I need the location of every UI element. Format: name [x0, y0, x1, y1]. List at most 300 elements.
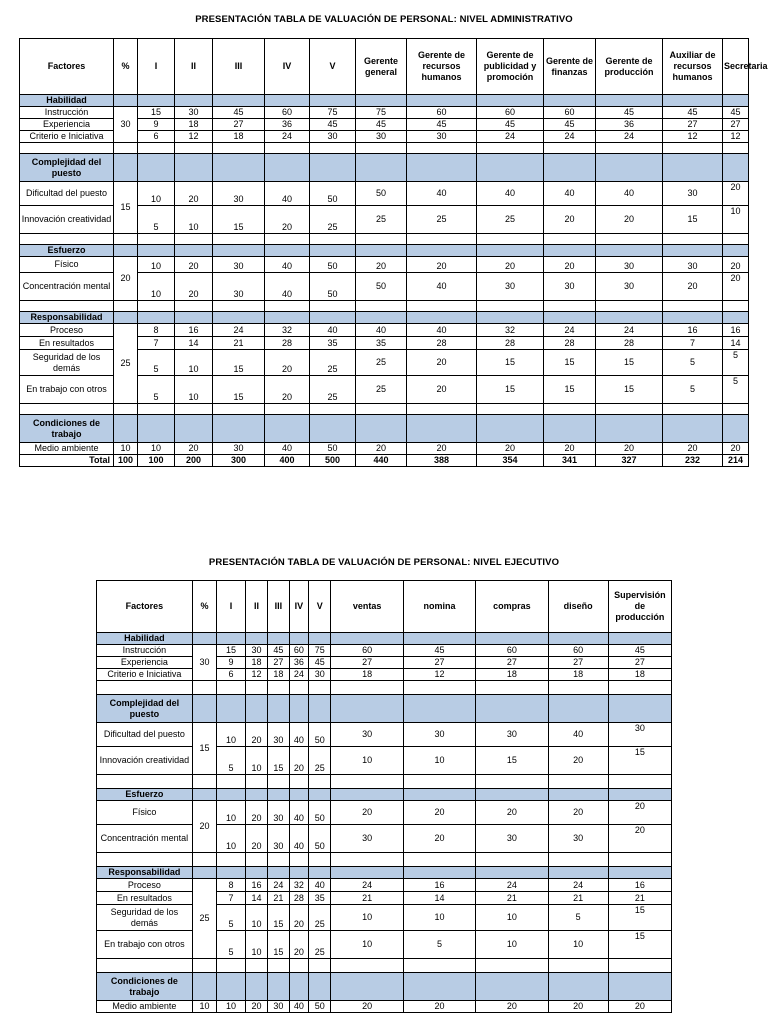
position-value: 15 — [663, 206, 723, 234]
position-value: 18 — [548, 669, 608, 681]
section-empty-cell — [213, 154, 265, 182]
section-header-row — [20, 312, 749, 324]
level-value: 25 — [310, 206, 356, 234]
percent-cell: 10 — [192, 1001, 216, 1013]
position-value: 20 — [407, 443, 477, 455]
section-empty-cell — [477, 95, 544, 107]
spacer-cell — [723, 404, 749, 415]
factor-row — [97, 801, 672, 825]
level-value: 20 — [175, 273, 213, 301]
total-row — [20, 455, 749, 467]
header-percent: % — [114, 39, 138, 95]
section-empty-cell — [663, 95, 723, 107]
level-value: 10 — [138, 443, 175, 455]
spacer-cell — [548, 959, 608, 973]
spacer-cell — [310, 234, 356, 245]
section-empty-cell — [217, 633, 246, 645]
section-empty-cell — [403, 789, 475, 801]
spacer-cell — [192, 681, 216, 695]
section-header-row — [20, 245, 749, 257]
section-empty-cell — [723, 245, 749, 257]
section-empty-cell — [265, 245, 310, 257]
header-position: nomina — [403, 581, 475, 633]
section-empty-cell — [331, 695, 403, 723]
level-value: 20 — [245, 1001, 267, 1013]
section-empty-cell — [331, 633, 403, 645]
section-empty-cell — [476, 867, 548, 879]
total-label: Total — [20, 455, 114, 467]
section-empty-cell — [245, 789, 267, 801]
spacer-cell — [138, 234, 175, 245]
header-position: Gerente de recursos humanos — [407, 39, 477, 95]
spacer-cell — [663, 143, 723, 154]
factor-row — [97, 931, 672, 959]
factor-row — [97, 747, 672, 775]
position-value: 5 — [403, 931, 475, 959]
header-position: Gerente de publicidad y promoción — [477, 39, 544, 95]
spacer-row — [97, 681, 672, 695]
position-value: 28 — [596, 337, 663, 350]
level-value: 36 — [289, 657, 308, 669]
position-value: 15 — [608, 905, 671, 931]
header-level: II — [245, 581, 267, 633]
section-name: Complejidad del puesto — [97, 695, 193, 723]
section-empty-cell — [114, 95, 138, 107]
level-value: 18 — [268, 669, 289, 681]
section-empty-cell — [245, 867, 267, 879]
position-value: 45 — [407, 119, 477, 131]
spacer-cell — [608, 959, 671, 973]
position-value: 28 — [544, 337, 596, 350]
level-value: 15 — [213, 350, 265, 376]
position-value: 7 — [663, 337, 723, 350]
spacer-cell — [310, 143, 356, 154]
position-value: 20 — [407, 257, 477, 273]
exec-valuation-table — [96, 580, 672, 1013]
factor-row — [20, 443, 749, 455]
position-value: 24 — [596, 324, 663, 337]
position-value: 20 — [331, 1001, 403, 1013]
level-value: 36 — [265, 119, 310, 131]
level-value: 50 — [309, 801, 331, 825]
position-value: 15 — [544, 376, 596, 404]
factor-label: Dificultad del puesto — [97, 723, 193, 747]
section-empty-cell — [310, 312, 356, 324]
factor-label: En trabajo con otros — [20, 376, 114, 404]
total-value: 327 — [596, 455, 663, 467]
position-value: 18 — [608, 669, 671, 681]
level-value: 30 — [268, 825, 289, 853]
spacer-cell — [407, 234, 477, 245]
level-value: 30 — [310, 131, 356, 143]
spacer-cell — [138, 404, 175, 415]
level-value: 30 — [309, 669, 331, 681]
position-value: 30 — [331, 825, 403, 853]
position-value: 20 — [608, 825, 671, 853]
factor-label: Criterio e Iniciativa — [97, 669, 193, 681]
section-empty-cell — [608, 633, 671, 645]
level-value: 40 — [265, 257, 310, 273]
section-empty-cell — [192, 633, 216, 645]
position-value: 14 — [723, 337, 749, 350]
position-value: 20 — [403, 801, 475, 825]
position-value: 25 — [477, 206, 544, 234]
position-value: 45 — [544, 119, 596, 131]
admin-valuation-table — [19, 38, 768, 467]
level-value: 25 — [310, 350, 356, 376]
position-value: 10 — [331, 905, 403, 931]
percent-cell: 20 — [114, 257, 138, 301]
spacer-cell — [403, 681, 475, 695]
position-value: 25 — [356, 350, 407, 376]
position-value: 50 — [356, 273, 407, 301]
section-empty-cell — [476, 789, 548, 801]
position-value: 24 — [544, 324, 596, 337]
section-empty-cell — [138, 154, 175, 182]
spacer-cell — [403, 959, 475, 973]
position-value: 27 — [403, 657, 475, 669]
section-header-row — [20, 154, 749, 182]
level-value: 7 — [217, 892, 246, 905]
position-value: 40 — [544, 182, 596, 206]
factor-label: Medio ambiente — [20, 443, 114, 455]
position-value: 10 — [723, 206, 749, 234]
section-empty-cell — [407, 245, 477, 257]
position-value: 20 — [596, 206, 663, 234]
spacer-cell — [476, 681, 548, 695]
total-level: 200 — [175, 455, 213, 467]
spacer-cell — [723, 143, 749, 154]
spacer-cell — [309, 681, 331, 695]
spacer-cell — [213, 301, 265, 312]
position-value: 20 — [544, 206, 596, 234]
level-value: 14 — [245, 892, 267, 905]
position-value: 20 — [548, 1001, 608, 1013]
spacer-cell — [138, 301, 175, 312]
level-value: 24 — [289, 669, 308, 681]
level-value: 10 — [175, 350, 213, 376]
section-empty-cell — [192, 973, 216, 1001]
position-value: 5 — [663, 350, 723, 376]
section-empty-cell — [114, 245, 138, 257]
section-empty-cell — [309, 695, 331, 723]
level-value: 5 — [217, 747, 246, 775]
level-value: 40 — [265, 443, 310, 455]
position-value: 20 — [596, 443, 663, 455]
level-value: 5 — [217, 931, 246, 959]
spacer-cell — [213, 234, 265, 245]
total-value: 214 — [723, 455, 749, 467]
admin-table-title: PRESENTACIÓN TABLA DE VALUACIÓN DE PERSONAL: NIVEL ADMINISTRATIVO — [195, 14, 573, 25]
position-value: 30 — [544, 273, 596, 301]
factor-row — [20, 257, 749, 273]
percent-cell: 25 — [114, 324, 138, 404]
section-empty-cell — [331, 867, 403, 879]
level-value: 20 — [245, 723, 267, 747]
section-empty-cell — [309, 973, 331, 1001]
level-value: 15 — [268, 931, 289, 959]
section-header-row — [97, 633, 672, 645]
spacer-cell — [175, 234, 213, 245]
level-value: 27 — [268, 657, 289, 669]
section-empty-cell — [114, 415, 138, 443]
spacer-cell — [477, 234, 544, 245]
level-value: 15 — [268, 905, 289, 931]
section-empty-cell — [192, 867, 216, 879]
level-value: 25 — [309, 931, 331, 959]
spacer-cell — [608, 775, 671, 789]
spacer-cell — [265, 404, 310, 415]
section-header-row — [97, 867, 672, 879]
spacer-row — [20, 404, 749, 415]
level-value: 5 — [217, 905, 246, 931]
spacer-cell — [20, 234, 114, 245]
level-value: 45 — [310, 119, 356, 131]
section-empty-cell — [663, 154, 723, 182]
level-value: 25 — [309, 747, 331, 775]
level-value: 10 — [175, 206, 213, 234]
position-value: 20 — [403, 1001, 475, 1013]
level-value: 40 — [265, 182, 310, 206]
position-value: 24 — [331, 879, 403, 892]
percent-cell: 20 — [192, 801, 216, 853]
section-empty-cell — [138, 95, 175, 107]
factor-row — [97, 892, 672, 905]
position-value: 25 — [356, 206, 407, 234]
factor-label: Seguridad de los demás — [97, 905, 193, 931]
position-value: 24 — [544, 131, 596, 143]
spacer-cell — [97, 681, 193, 695]
level-value: 10 — [138, 182, 175, 206]
position-value: 28 — [477, 337, 544, 350]
spacer-cell — [548, 853, 608, 867]
spacer-cell — [723, 234, 749, 245]
spacer-cell — [663, 234, 723, 245]
factor-label: En resultados — [20, 337, 114, 350]
spacer-cell — [175, 301, 213, 312]
level-value: 6 — [138, 131, 175, 143]
position-value: 20 — [548, 801, 608, 825]
position-value: 45 — [723, 107, 749, 119]
level-value: 28 — [289, 892, 308, 905]
level-value: 5 — [138, 350, 175, 376]
level-value: 14 — [175, 337, 213, 350]
position-value: 45 — [356, 119, 407, 131]
section-empty-cell — [596, 245, 663, 257]
section-name: Complejidad del puesto — [20, 154, 114, 182]
spacer-cell — [476, 853, 548, 867]
position-value: 24 — [477, 131, 544, 143]
position-value: 40 — [477, 182, 544, 206]
position-value: 15 — [608, 747, 671, 775]
section-empty-cell — [310, 154, 356, 182]
section-empty-cell — [265, 415, 310, 443]
section-empty-cell — [265, 154, 310, 182]
spacer-cell — [596, 234, 663, 245]
level-value: 5 — [138, 206, 175, 234]
section-empty-cell — [213, 312, 265, 324]
section-empty-cell — [477, 415, 544, 443]
position-value: 25 — [407, 206, 477, 234]
section-empty-cell — [245, 633, 267, 645]
spacer-cell — [97, 853, 193, 867]
level-value: 75 — [309, 645, 331, 657]
level-value: 30 — [213, 257, 265, 273]
section-empty-cell — [723, 415, 749, 443]
header-factors: Factores — [97, 581, 193, 633]
spacer-cell — [544, 301, 596, 312]
position-value: 40 — [356, 324, 407, 337]
spacer-cell — [356, 301, 407, 312]
spacer-cell — [407, 143, 477, 154]
position-value: 20 — [723, 182, 749, 206]
position-value: 20 — [723, 257, 749, 273]
level-value: 20 — [265, 376, 310, 404]
level-value: 20 — [245, 825, 267, 853]
section-empty-cell — [663, 312, 723, 324]
position-value: 20 — [356, 443, 407, 455]
section-empty-cell — [310, 415, 356, 443]
section-empty-cell — [548, 695, 608, 723]
level-value: 45 — [268, 645, 289, 657]
level-value: 21 — [268, 892, 289, 905]
section-empty-cell — [138, 312, 175, 324]
header-level: IV — [265, 39, 310, 95]
spacer-cell — [268, 959, 289, 973]
section-empty-cell — [310, 245, 356, 257]
spacer-cell — [663, 301, 723, 312]
position-value: 27 — [331, 657, 403, 669]
factor-row — [97, 905, 672, 931]
section-name: Responsabilidad — [97, 867, 193, 879]
level-value: 50 — [309, 723, 331, 747]
position-value: 20 — [608, 1001, 671, 1013]
percent-cell: 15 — [114, 182, 138, 234]
section-empty-cell — [544, 312, 596, 324]
section-empty-cell — [548, 867, 608, 879]
spacer-row — [97, 959, 672, 973]
section-empty-cell — [268, 789, 289, 801]
section-empty-cell — [544, 245, 596, 257]
section-empty-cell — [476, 633, 548, 645]
level-value: 30 — [213, 182, 265, 206]
level-value: 35 — [310, 337, 356, 350]
section-empty-cell — [663, 245, 723, 257]
level-value: 18 — [213, 131, 265, 143]
position-value: 12 — [723, 131, 749, 143]
position-value: 30 — [663, 257, 723, 273]
level-value: 16 — [175, 324, 213, 337]
section-empty-cell — [407, 312, 477, 324]
percent-cell: 10 — [114, 443, 138, 455]
section-empty-cell — [213, 245, 265, 257]
level-value: 20 — [289, 905, 308, 931]
spacer-cell — [192, 959, 216, 973]
factor-row — [20, 324, 749, 337]
spacer-cell — [477, 301, 544, 312]
section-header-row — [97, 695, 672, 723]
section-name: Habilidad — [97, 633, 193, 645]
total-level: 500 — [310, 455, 356, 467]
position-value: 20 — [477, 257, 544, 273]
spacer-cell — [138, 143, 175, 154]
position-value: 20 — [476, 1001, 548, 1013]
spacer-row — [20, 234, 749, 245]
spacer-cell — [217, 775, 246, 789]
section-empty-cell — [268, 633, 289, 645]
spacer-cell — [268, 681, 289, 695]
position-value: 30 — [476, 723, 548, 747]
factor-row — [97, 825, 672, 853]
section-empty-cell — [544, 415, 596, 443]
position-value: 30 — [331, 723, 403, 747]
factor-label: Instrucción — [97, 645, 193, 657]
level-value: 40 — [289, 723, 308, 747]
position-value: 10 — [331, 931, 403, 959]
header-level: III — [213, 39, 265, 95]
position-value: 20 — [548, 747, 608, 775]
level-value: 32 — [265, 324, 310, 337]
spacer-cell — [289, 681, 308, 695]
level-value: 20 — [175, 182, 213, 206]
position-value: 27 — [608, 657, 671, 669]
level-value: 20 — [245, 801, 267, 825]
section-empty-cell — [265, 95, 310, 107]
spacer-cell — [245, 775, 267, 789]
position-value: 14 — [403, 892, 475, 905]
section-empty-cell — [356, 95, 407, 107]
section-empty-cell — [114, 312, 138, 324]
position-value: 20 — [723, 273, 749, 301]
total-level: 100 — [138, 455, 175, 467]
spacer-cell — [310, 301, 356, 312]
header-position: Gerente de finanzas — [544, 39, 596, 95]
section-empty-cell — [407, 95, 477, 107]
spacer-cell — [175, 404, 213, 415]
position-value: 5 — [723, 350, 749, 376]
spacer-cell — [268, 775, 289, 789]
level-value: 24 — [265, 131, 310, 143]
spacer-cell — [192, 775, 216, 789]
position-value: 20 — [407, 376, 477, 404]
section-empty-cell — [608, 695, 671, 723]
level-value: 45 — [213, 107, 265, 119]
position-value: 30 — [403, 723, 475, 747]
level-value: 20 — [265, 350, 310, 376]
level-value: 10 — [138, 257, 175, 273]
section-empty-cell — [192, 789, 216, 801]
section-empty-cell — [723, 154, 749, 182]
total-level: 400 — [265, 455, 310, 467]
level-value: 20 — [175, 257, 213, 273]
section-empty-cell — [356, 415, 407, 443]
level-value: 40 — [289, 825, 308, 853]
spacer-cell — [723, 301, 749, 312]
section-empty-cell — [114, 154, 138, 182]
spacer-cell — [544, 143, 596, 154]
position-value: 12 — [403, 669, 475, 681]
position-value: 15 — [477, 350, 544, 376]
section-empty-cell — [331, 973, 403, 1001]
section-empty-cell — [596, 95, 663, 107]
spacer-cell — [596, 301, 663, 312]
position-value: 30 — [663, 182, 723, 206]
header-position: Gerente de producción — [596, 39, 663, 95]
position-value: 16 — [663, 324, 723, 337]
level-value: 30 — [245, 645, 267, 657]
spacer-cell — [175, 143, 213, 154]
level-value: 30 — [175, 107, 213, 119]
